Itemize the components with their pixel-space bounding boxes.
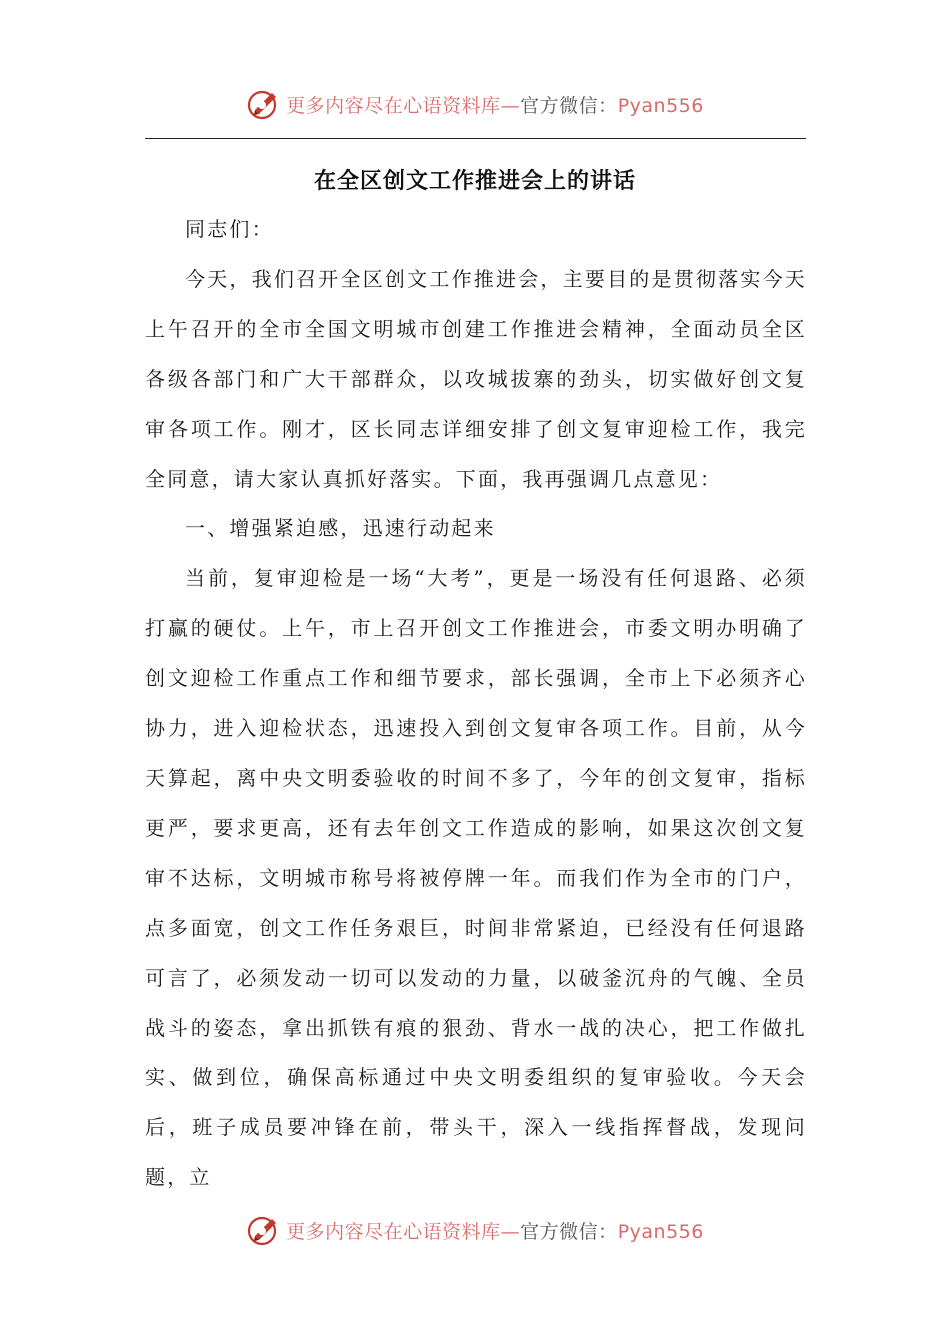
- document-body: [145, 205, 807, 1203]
- paragraph-body: 当前，复审迎检是一场“大考”，更是一场没有任何退路、必须打赢的硬仗。上午，市上召开创文工作推进会，市委文明办明确了创文迎检工作重点工作和细节要求，部长强调，全市上下必须齐心协力，进入迎检状态，迅速投入到创文复审各项工作。目前，从今天算起，离中央文明委验收的时间不多了，今年的创文复审，指标更严，要求更高，还有去年创文工作造成的影响，如果这次创文复审不达标，文明城市称号将被停牌一年。而我们作为全市的门户，点多面宽，创文工作任务艰巨，时间非常紧迫，已经没有任何退路可言了，必须发动一切可以发动的力量，以破釜沉舟的气魄、全员战斗的姿态，拿出抓铁有痕的狠劲、背水一战的决心，把工作做扎实、做到位，确保高标通过中央文明委组织的复审验收。今天会后，班子成员要冲锋在前，带头干，深入一线指挥督战，发现问题，立: [145, 566, 807, 1190]
- banner-main-text: 更多内容尽在心语资料库: [286, 94, 501, 117]
- paragraph-intro: 今天，我们召开全区创文工作推进会，主要目的是贯彻落实今天上午召开的全市全国文明城市创建工作推进会精神，全面动员全区各级各部门和广大干部群众，以攻城拔寨的劲头，切实做好创文复审各项工作。刚才，区长同志详细安排了创文复审迎检工作，我完全同意，请大家认真抓好落实。下面，我再强调几点意见：: [145, 266, 807, 491]
- banner-wechat-label: 官方微信：: [520, 94, 618, 117]
- header-divider: [145, 138, 806, 139]
- banner-main-text: 更多内容尽在心语资料库: [286, 1220, 501, 1243]
- banner-wechat-id: Pyan556: [617, 94, 704, 117]
- banner-separator: —: [500, 94, 521, 117]
- section-heading: 一、增强紧迫感，迅速行动起来: [185, 516, 496, 541]
- banner-wechat-label: 官方微信：: [520, 1220, 618, 1243]
- banner-separator: —: [500, 1220, 521, 1243]
- pen-logo-icon: [246, 1212, 282, 1248]
- header-banner: [0, 84, 950, 124]
- salutation: 同志们：: [185, 217, 274, 241]
- footer-banner: [0, 1210, 950, 1250]
- banner-wechat-id: Pyan556: [617, 1220, 704, 1243]
- pen-logo-icon: [246, 86, 282, 122]
- document-title: 在全区创文工作推进会上的讲话: [313, 169, 636, 194]
